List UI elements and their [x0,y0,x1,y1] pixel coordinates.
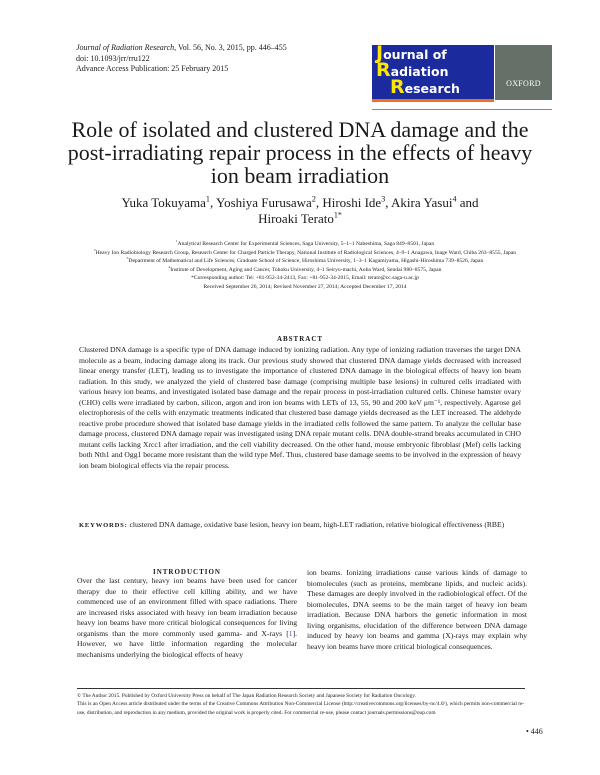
corresponding-author: *Corresponding author: Tel: +81-952-34-2413, Fax: +81-952-34-2015, Email: terato@cc.saga-u.ac.jp [191,275,419,282]
affiliation-mark: 1 [175,239,178,244]
received-dates: Received September 26, 2014; Revised November 27, 2014; Accepted December 17, 2014 [203,283,407,290]
affiliation [70,266,540,275]
author: Yoshiya Furusawa [215,195,312,210]
separator: , [385,195,392,210]
author-affiliation-mark: 1 [205,194,210,204]
affiliations [70,240,540,292]
author: Hiroshi Ide [322,195,382,210]
author: Akira Yasui [391,195,453,210]
affiliation-text: Heavy Ion Radiobiology Research Group, Research Center for Charged Particle Therapy, National Institute of Radiological Sciences, 4–9–1 Anagawa, Inage Ward, Chiba 263–8555, Japan [95,249,517,256]
affiliation [70,257,540,266]
article-title: Role of isolated and clustered DNA damage and the post-irradiating repair process in the effects of heavy ion beam irradiation [67,117,533,188]
footer-notes [77,692,525,717]
introduction-heading: INTRODUCTION [152,568,221,576]
keywords-list: clustered DNA damage, oxidative base lesion, heavy ion beam, high-LET radiation, relative biological effectiveness (RBE) [127,520,505,529]
logo-text: ournal of [383,47,447,62]
doi: doi: 10.1093/jrr/rru122 [76,53,150,63]
header-divider [372,109,552,110]
citation-details: , Vol. 56, No. 3, 2015, pp. 446–455 [174,43,287,52]
logo-text: adiation [390,64,449,79]
separator: , [315,195,323,210]
citation-link[interactable]: 1 [288,628,293,638]
author-affiliation-mark: 1* [333,210,342,220]
affiliation-mark: 2 [93,247,96,252]
intro-column-left [77,576,297,660]
author-affiliation-mark: 4 [452,194,457,204]
logo-letter: R [376,59,391,81]
author-affiliation-mark: 2 [311,194,316,204]
affiliation-mark: 4 [168,264,171,269]
affiliation-mark: 3 [126,256,129,261]
intro-column-right: ion beams. Ionizing irradiations cause various kinds of damage to biomolecules (such as proteins, membrane lipids, and nucleic acids). These damages are deeply involved in the radiobiological effect. Of the biomolecules, DNA seems to be the main target of heavy ion beam irradiation. Because DNA harbors the genetic information in most living organisms, elucidation of the difference between DNA damage induced by heavy ion beams and gamma (X)-rays may explain why heavy ion beams have more critical biological consequences. [307,568,527,651]
citation-block [76,43,287,75]
logo-letter: R [390,76,405,98]
copyright-notice: © The Author 2015. Published by Oxford University Press on behalf of The Japan Radiation Research Society and Japanese Society for Radiation Oncology. [77,693,416,699]
paragraph-text: Over the last century, heavy ion beams have been used for cancer therapy due to their effective cell killing ability, and we have commenced use of an environment filled with space radiations. There are increased risks associated with heavy ion beam irradiation because heavy ion beams have more critical biological consequences for living organisms than the more commonly used gamma- and X-rays [ [77,576,297,638]
author-list [60,195,540,227]
logo-letter: J [376,42,384,64]
logo-text: esearch [404,81,460,96]
author: Hiroaki Terato [258,211,334,226]
affiliation-text: Department of Mathematical and Life Sciences, Graduate School of Science, Hiroshima University, 1–3–1 Kagamiyama, Higashi-Hiroshima 739–8526, Japan [128,258,484,265]
author-affiliation-mark: 3 [381,194,386,204]
keywords [79,520,521,532]
affiliation [70,240,540,249]
footer-divider [77,688,525,689]
separator: , [209,195,216,210]
journal-logo [372,42,494,102]
page-number: • 446 [526,727,543,736]
abstract-text: Clustered DNA damage is a specific type of DNA damage induced by ionizing radiation. Any type of ionizing radiation traverses the target DNA molecule as a beam, inducing damage along its track. Our previous study showed that clustered DNA damage yields decreased with increased linear energy transfer (LET), leading us to investigate the importance of clustered DNA damage in the biological effects of heavy ion beam radiation. In this study, we analyzed the yield of clustered base damage (comprising multiple base lesions) in cultured cells irradiated with various heavy ion beams, and investigated isolated base damage and the repair process in post-irradiation cultured cells. Chinese hamster ovary (CHO) cells were irradiated by carbon, silicon, argon and iron ion beams with LETs of 13, 55, 90 and 200 keV μm⁻¹, respectively. Agarose gel electrophoresis of the cells with enzymatic treatments indicated that clustered base damage yields decreased as the LET increased. The aldehyde reactive probe procedure showed that isolated base damage yields in the irradiated cells followed the same pattern. To analyze the cellular base damage process, clustered DNA damage repair was investigated using DNA repair mutant cells. DNA double-strand breaks accumulated in CHO mutant cells lacking Xrcc1 after irradiation, and the cell viability decreased. On the other hand, mouse embryonic fibroblast (Mef) cells lacking both Nth1 and Ogg1 became more resistant than the wild type Mef. Thus, clustered base damage seems to be involved in the expression of heavy ion beam biological effects via the repair process. [79,345,521,470]
paragraph-text: ]. However, we have little information regarding the molecular mechanisms underlying the biological effects of heavy [77,628,297,659]
separator: and [456,195,479,210]
author: Yuka Tokuyama [121,195,206,210]
affiliation-text: Analytical Research Center for Experimental Sciences, Saga University, 5–1–1 Nabeshima, Saga 849–8501, Japan [177,241,435,247]
publisher-logo: OXFORD [495,45,552,100]
abstract-heading: ABSTRACT [276,335,324,343]
advance-access-date: Advance Access Publication: 25 February 2015 [76,64,229,73]
journal-name: Journal of Radiation Research [76,43,175,52]
affiliation [70,247,540,261]
keywords-label: KEYWORDS: [79,522,128,529]
affiliation-text: Institute of Development, Aging and Cancer, Tohoku University, 4–1 Seiryo-machi, Aoba Ward, Sendai 980–8575, Japan [170,266,442,273]
license-notice: This is an Open Access article distributed under the terms of the Creative Commons Attribution Non-Commercial License (http://creativecommons.org/licenses/by-nc/4.0/), which permits non-commercial re-use, distribution, and reproduction in any medium, provided the original work is properly cited. For commercial re-use, please contact journals.permissions@oup.com [77,701,525,716]
